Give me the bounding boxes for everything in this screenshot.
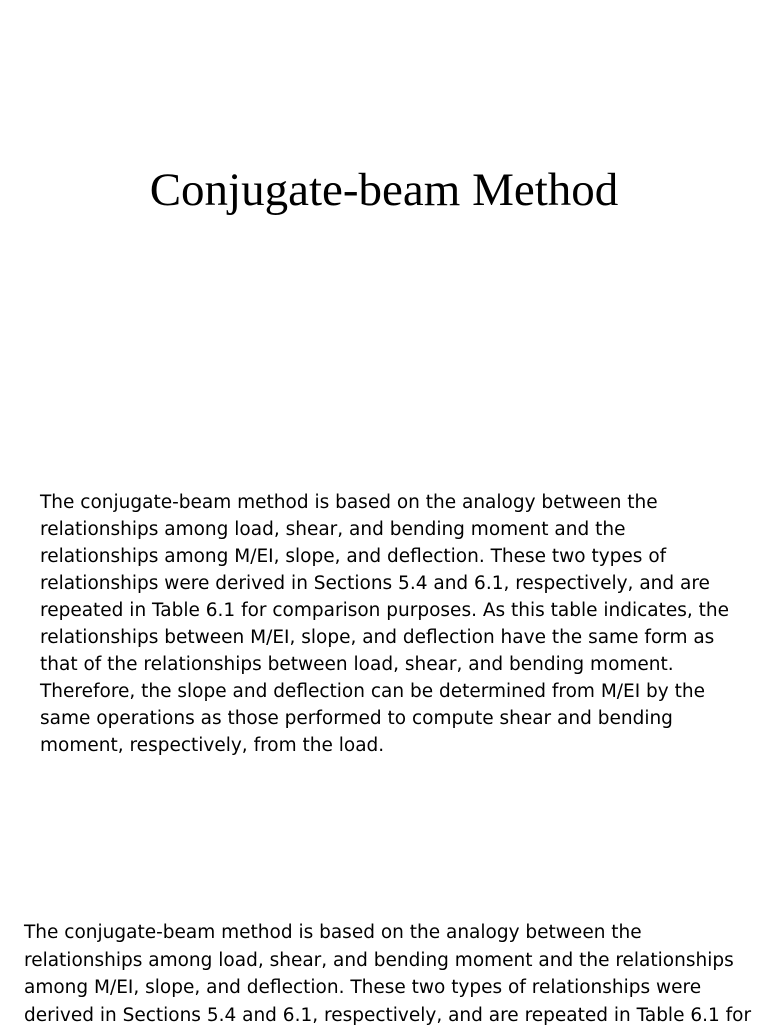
paragraph-line: relationships among load, shear, and bending moment and the bbox=[40, 516, 730, 543]
paragraph-line: derived in Sections 5.4 and 6.1, respectively, and are repeated in Table 6.1 for bbox=[24, 1002, 754, 1029]
paragraph-line: relationships among load, shear, and bending moment and the relationships bbox=[24, 947, 754, 975]
paragraph-line: The conjugate-beam method is based on the analogy between the bbox=[40, 489, 730, 516]
paragraph-line: among M/EI, slope, and deflection. These two types of relationships were bbox=[24, 974, 754, 1002]
paragraph-line: relationships between M/EI, slope, and deflection have the same form as bbox=[40, 624, 730, 651]
paragraph-line: moment, respectively, from the load. bbox=[40, 732, 730, 759]
paragraph-line: same operations as those performed to compute shear and bending bbox=[40, 705, 730, 732]
body-paragraph bbox=[40, 489, 730, 759]
paragraph-line: relationships were derived in Sections 5.4 and 6.1, respectively, and are bbox=[40, 570, 730, 597]
paragraph-line: relationships among M/EI, slope, and deflection. These two types of bbox=[40, 543, 730, 570]
paragraph-line: The conjugate-beam method is based on the analogy between the bbox=[24, 919, 754, 947]
slide-title: Conjugate-beam Method bbox=[0, 160, 768, 220]
paragraph-line: Therefore, the slope and deflection can be determined from M/EI by the bbox=[40, 678, 730, 705]
paragraph-line: repeated in Table 6.1 for comparison purposes. As this table indicates, the bbox=[40, 597, 730, 624]
body-paragraph-repeated bbox=[24, 919, 754, 1029]
paragraph-line: that of the relationships between load, shear, and bending moment. bbox=[40, 651, 730, 678]
